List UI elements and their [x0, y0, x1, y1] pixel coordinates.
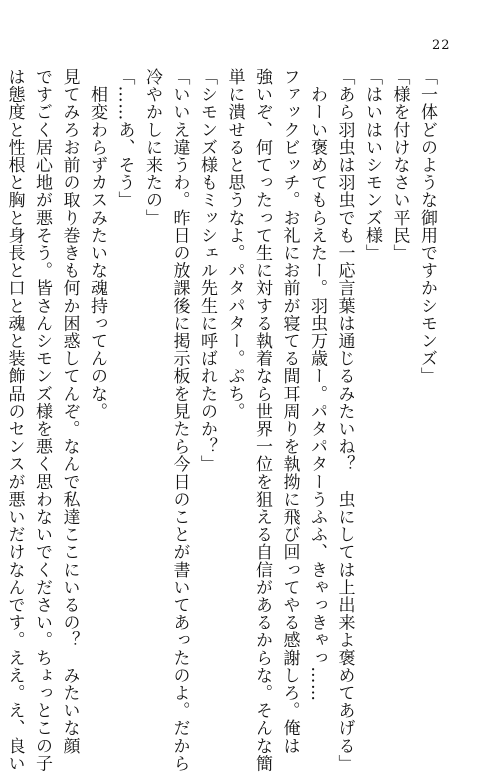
text-line: 「いいえ違うわ。昨日の放課後に掲示板を見たら今日のことが書いてあったのよ。だから [169, 68, 190, 772]
text-line: 見てみろお前の取り巻きも何か困惑してんぞ。なんで私達ここにいるの？ みたいな顔 [59, 68, 80, 755]
text-line: 「シモンズ様もミッシェル先生に呼ばれたのか？」 [197, 68, 217, 473]
text-line: 「様を付けなさい平民」 [389, 68, 410, 262]
text-line: 単に潰せると思うなよ。パタパター。ぷち。 [224, 68, 245, 420]
text-line: 「一体どのような御用ですかシモンズ」 [417, 68, 437, 385]
text-line: は態度と性根と胸と身長と口と魂と装飾品のセンスが悪いだけなんです。ええ。え、良い [4, 68, 25, 772]
text-line: 相変わらずカスみたいな魂持ってんのな。 [87, 85, 107, 421]
novel-text-column [4, 68, 440, 772]
text-line: 冷やかしに来たの」 [142, 68, 162, 227]
text-line: わーい褒めてもらえたー。羽虫万歳ー。パタパターうふふ、きゃっきゃっ…… [307, 85, 327, 702]
text-line: ファックビッチ。お礼にお前が寝てる間耳周りを執拗に飛び回ってやる感謝しろ。俺は [279, 68, 300, 755]
text-line: 強いぞ、何てったって生に対する執着なら世界一位を狙える自信があるからな。そんな簡 [252, 68, 272, 772]
text-line: 「……あ、そう」 [114, 68, 135, 209]
text-line: 「あら羽虫は羽虫でも一応言葉は通じるみたいね？ 虫にしては上出来よ褒めてあげる」 [334, 68, 355, 772]
text-line: 「はいはいシモンズ様」 [362, 68, 382, 262]
page-number: 22 [432, 38, 451, 53]
text-line: ですごく居心地が悪そう。皆さんシモンズ様を悪く思わないでください。ちょっとこの子 [32, 68, 52, 772]
